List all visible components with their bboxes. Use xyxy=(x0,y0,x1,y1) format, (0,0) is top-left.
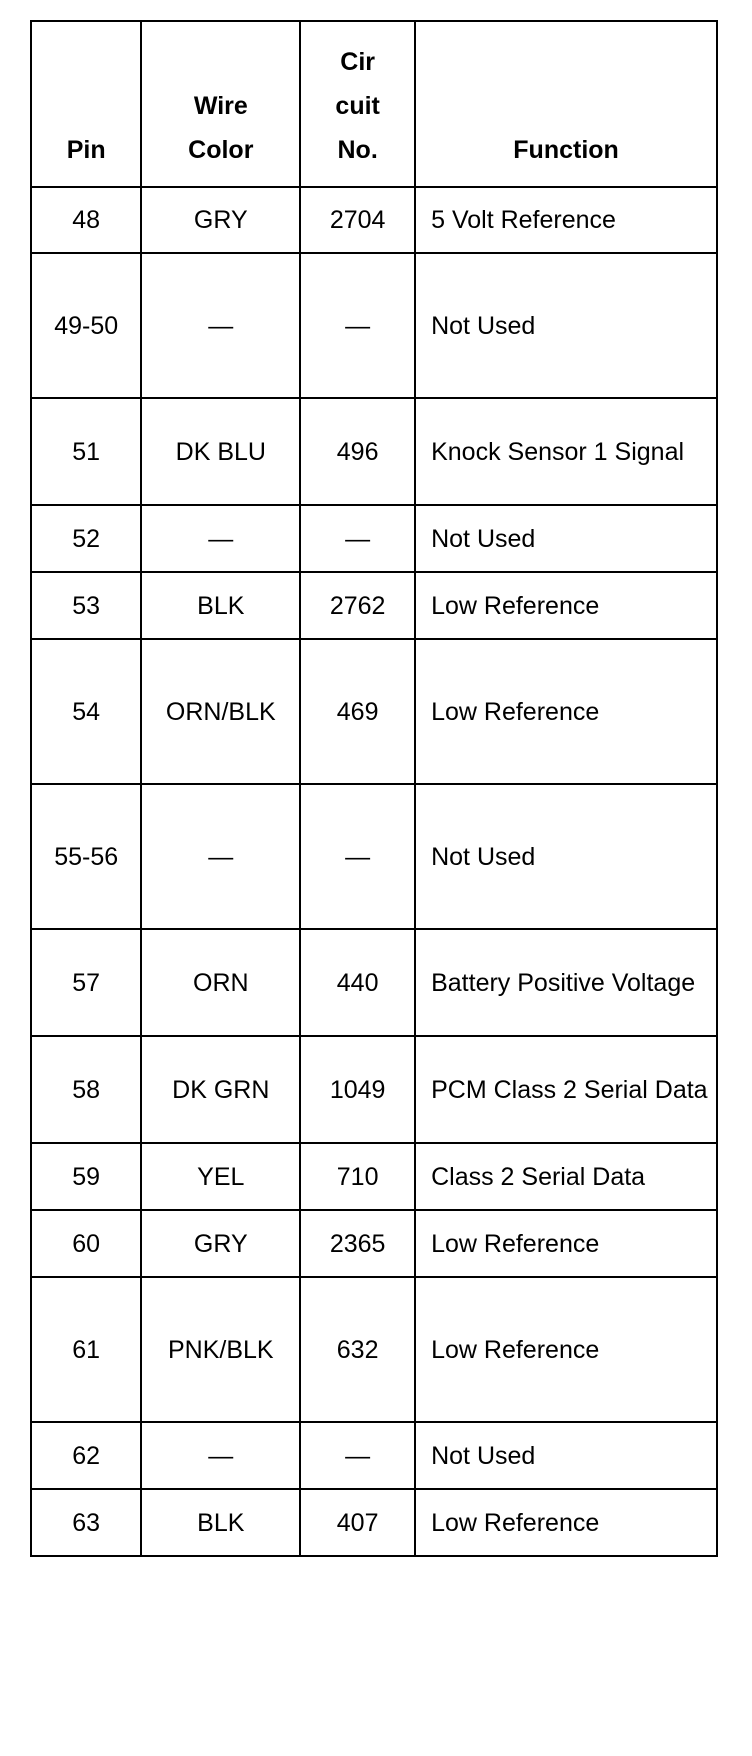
function-cell-text: Not Used xyxy=(431,311,536,340)
circuit-cell xyxy=(300,1036,415,1143)
wire-color-cell xyxy=(141,1422,300,1489)
pin-cell-text: 63 xyxy=(72,1508,101,1537)
circuit-cell-text: — xyxy=(345,524,371,553)
circuit-cell-text: 1049 xyxy=(329,1075,386,1104)
wire-color-cell xyxy=(141,572,300,639)
pin-cell xyxy=(31,505,141,572)
function-cell-text: Not Used xyxy=(431,1441,536,1470)
pin-cell-text: 51 xyxy=(72,437,101,466)
wire-color-cell-text: — xyxy=(208,842,234,871)
function-cell xyxy=(415,1277,717,1422)
header-circuit-no-label: Cir cuit No. xyxy=(335,48,380,164)
circuit-cell xyxy=(300,1277,415,1422)
function-cell-text: Low Reference xyxy=(431,697,600,726)
pin-cell xyxy=(31,1210,141,1277)
function-cell-text: Class 2 Serial Data xyxy=(431,1162,646,1191)
pin-cell-text: 60 xyxy=(72,1229,101,1258)
function-cell xyxy=(415,784,717,929)
header-function: Function xyxy=(415,21,717,187)
circuit-cell xyxy=(300,253,415,398)
wire-color-cell-text: — xyxy=(208,524,234,553)
pin-cell xyxy=(31,639,141,784)
pin-cell-text: 58 xyxy=(72,1075,101,1104)
wire-color-cell xyxy=(141,1277,300,1422)
function-cell-text: PCM Class 2 Serial Data xyxy=(431,1075,708,1104)
header-circuit-no xyxy=(300,21,415,187)
circuit-cell xyxy=(300,505,415,572)
circuit-cell-text: 710 xyxy=(336,1162,379,1191)
circuit-cell xyxy=(300,398,415,505)
wire-color-cell xyxy=(141,1143,300,1210)
function-cell xyxy=(415,398,717,505)
pin-cell xyxy=(31,1143,141,1210)
pin-cell-text: 49-50 xyxy=(54,311,119,340)
pin-cell-text: 48 xyxy=(72,206,101,234)
circuit-cell-text: — xyxy=(345,842,371,871)
wire-color-cell-text: — xyxy=(208,311,234,340)
pin-cell xyxy=(31,187,141,253)
function-cell xyxy=(415,505,717,572)
function-cell xyxy=(415,572,717,639)
wire-color-cell xyxy=(141,187,300,253)
pin-cell-text: 54 xyxy=(72,697,101,726)
table-row xyxy=(31,398,717,505)
table-row xyxy=(31,505,717,572)
pin-cell xyxy=(31,784,141,929)
circuit-cell xyxy=(300,929,415,1036)
wire-color-cell xyxy=(141,929,300,1036)
table-row xyxy=(31,1036,717,1143)
function-cell xyxy=(415,1489,717,1556)
function-cell-text: Low Reference xyxy=(431,1508,600,1537)
pin-cell-text: 55-56 xyxy=(54,842,119,871)
table-row xyxy=(31,1210,717,1277)
wire-color-cell xyxy=(141,639,300,784)
wire-color-cell xyxy=(141,1036,300,1143)
circuit-cell-text: — xyxy=(345,311,371,340)
circuit-cell xyxy=(300,1143,415,1210)
circuit-cell xyxy=(300,1489,415,1556)
circuit-cell-text: 496 xyxy=(336,437,379,466)
circuit-cell-text: 2704 xyxy=(329,206,386,234)
circuit-cell-text: 469 xyxy=(336,697,379,726)
circuit-cell-text: 632 xyxy=(336,1335,379,1364)
function-cell-text: Low Reference xyxy=(431,591,600,620)
function-cell xyxy=(415,1210,717,1277)
function-cell xyxy=(415,1422,717,1489)
table-row xyxy=(31,639,717,784)
function-cell-text: Low Reference xyxy=(431,1229,600,1258)
pin-cell-text: 57 xyxy=(72,968,101,997)
pin-cell xyxy=(31,1277,141,1422)
header-wire-color-label: Wire Color xyxy=(188,92,254,164)
pin-cell xyxy=(31,398,141,505)
table-row xyxy=(31,1143,717,1210)
wire-color-cell xyxy=(141,1489,300,1556)
function-cell-text: Not Used xyxy=(431,842,536,871)
table-row xyxy=(31,929,717,1036)
function-cell xyxy=(415,929,717,1036)
pin-table xyxy=(30,20,718,1557)
table-row xyxy=(31,1422,717,1489)
pin-cell-text: 62 xyxy=(72,1441,101,1470)
function-cell xyxy=(415,639,717,784)
function-cell xyxy=(415,1143,717,1210)
table-row xyxy=(31,572,717,639)
circuit-cell xyxy=(300,784,415,929)
circuit-cell-text: 440 xyxy=(336,968,379,997)
pin-cell xyxy=(31,253,141,398)
wire-color-cell-text: PNK/BLK xyxy=(167,1335,274,1364)
wire-color-cell-text: DK BLU xyxy=(175,437,266,466)
circuit-cell-text: 2365 xyxy=(329,1229,386,1258)
header-row xyxy=(31,21,717,187)
function-cell-text: Knock Sensor 1 Signal xyxy=(431,437,685,466)
table-body xyxy=(31,187,717,1556)
circuit-cell-text: 2762 xyxy=(329,591,386,620)
circuit-cell-text: 407 xyxy=(336,1508,379,1537)
pin-cell-text: 52 xyxy=(72,524,101,553)
table-row xyxy=(31,1489,717,1556)
table-header xyxy=(31,21,717,187)
pin-cell xyxy=(31,1036,141,1143)
wire-color-cell-text: ORN xyxy=(193,968,249,997)
wire-color-cell-text: BLK xyxy=(197,591,245,620)
pin-cell-text: 53 xyxy=(72,591,101,620)
function-cell-text: Battery Positive Voltage xyxy=(431,968,696,997)
circuit-cell xyxy=(300,639,415,784)
function-cell xyxy=(415,187,717,253)
function-cell-text: Low Reference xyxy=(431,1335,600,1364)
header-pin: Pin xyxy=(31,21,141,187)
pin-cell xyxy=(31,929,141,1036)
pin-cell xyxy=(31,1422,141,1489)
function-cell-text: 5 Volt Reference xyxy=(431,206,616,234)
wire-color-cell-text: GRY xyxy=(193,206,248,234)
circuit-cell xyxy=(300,1210,415,1277)
table-row xyxy=(31,1277,717,1422)
wire-color-cell-text: BLK xyxy=(197,1508,245,1537)
wire-color-cell xyxy=(141,1210,300,1277)
wire-color-cell-text: DK GRN xyxy=(172,1075,270,1104)
wire-color-cell xyxy=(141,505,300,572)
header-wire-color xyxy=(141,21,300,187)
pin-cell xyxy=(31,572,141,639)
wire-color-cell-text: — xyxy=(208,1441,234,1470)
wire-color-cell-text: YEL xyxy=(197,1162,245,1191)
pin-cell xyxy=(31,1489,141,1556)
function-cell-text: Not Used xyxy=(431,524,536,553)
function-cell xyxy=(415,1036,717,1143)
circuit-cell xyxy=(300,187,415,253)
table-row xyxy=(31,253,717,398)
circuit-cell-text: — xyxy=(345,1441,371,1470)
table-row xyxy=(31,187,717,253)
wire-color-cell xyxy=(141,253,300,398)
table-row xyxy=(31,784,717,929)
function-cell xyxy=(415,253,717,398)
wire-color-cell xyxy=(141,398,300,505)
circuit-cell xyxy=(300,1422,415,1489)
wire-color-cell-text: ORN/BLK xyxy=(165,697,276,726)
pin-cell-text: 59 xyxy=(72,1162,101,1191)
circuit-cell xyxy=(300,572,415,639)
wire-color-cell-text: GRY xyxy=(193,1229,248,1258)
wire-color-cell xyxy=(141,784,300,929)
pin-cell-text: 61 xyxy=(72,1335,101,1364)
